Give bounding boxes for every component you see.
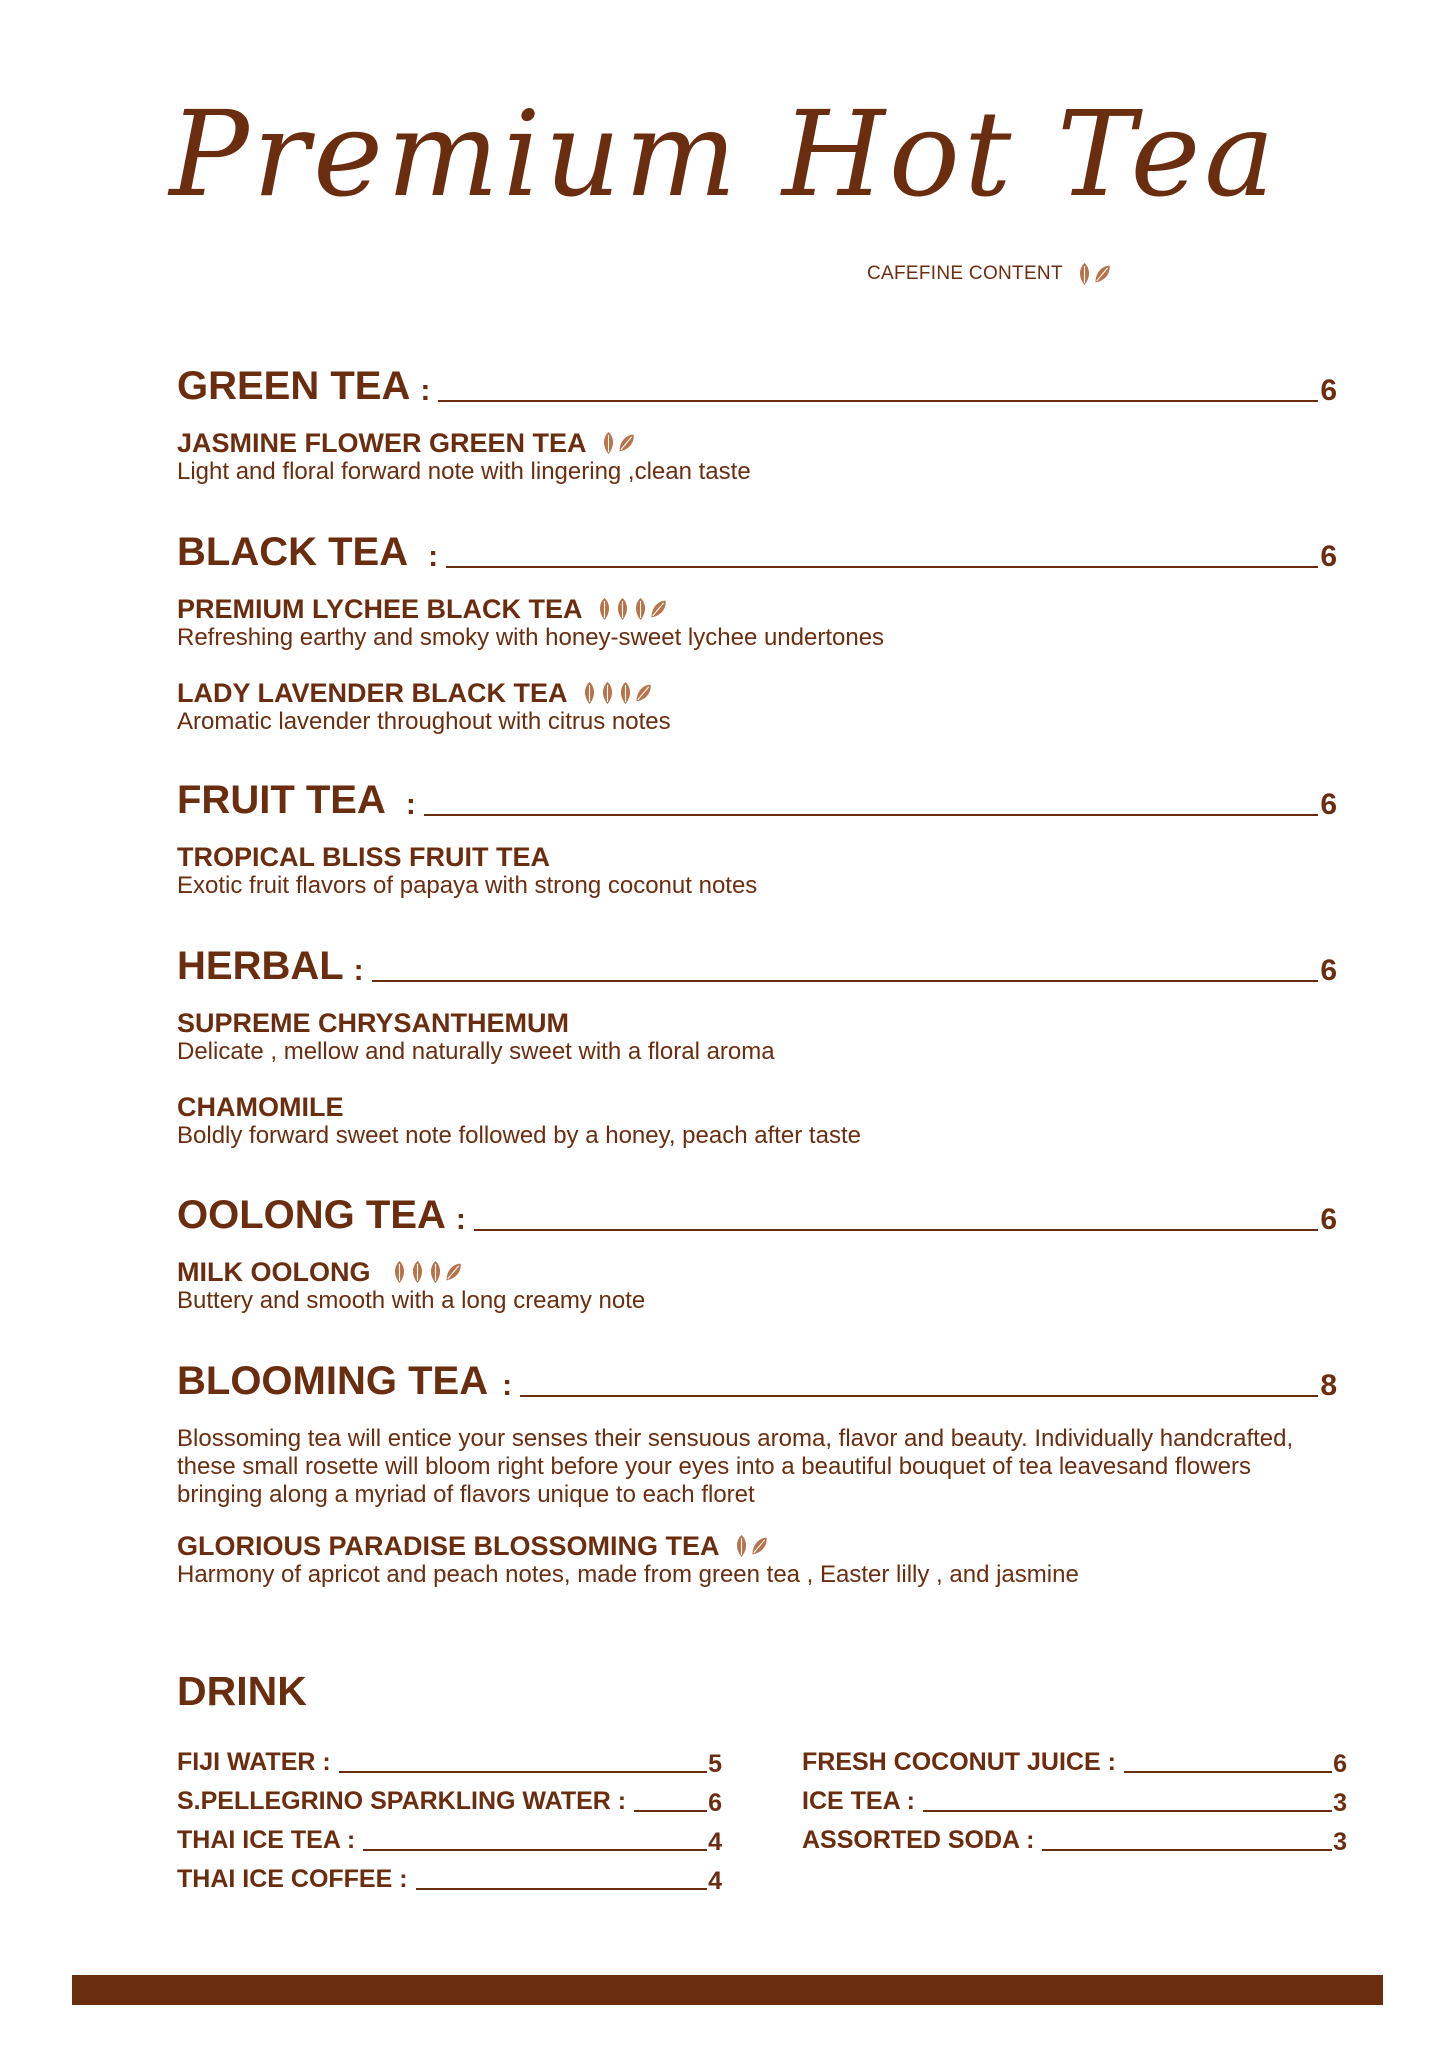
section-price: 6 xyxy=(1320,374,1337,407)
drink-list-left xyxy=(177,1738,722,1894)
drink-name: THAI ICE COFFEE : xyxy=(177,1865,408,1893)
caffeine-leaves xyxy=(597,597,666,621)
section-fruit-tea xyxy=(177,776,1337,900)
section-intro: Blossoming tea will entice your senses their sensuous aroma, flavor and beauty. Individually handcrafted, these small rosette will bloom right before your eyes into a beautiful bouquet of tea leavesand flowers bringing along a myriad of flavors unique to each floret xyxy=(177,1425,1294,1508)
item-name-text: GLORIOUS PARADISE BLOSSOMING TEA xyxy=(177,1531,720,1561)
item-description: Exotic fruit flavors of papaya with strong coconut notes xyxy=(177,872,758,899)
drink-name: FRESH COCONUT JUICE : xyxy=(802,1748,1116,1776)
drink-row xyxy=(802,1738,1347,1777)
section-title: OOLONG TEA xyxy=(177,1193,446,1237)
tea-leaf-icon xyxy=(618,681,633,705)
section-header xyxy=(177,1191,1337,1235)
menu-item xyxy=(177,1257,1337,1315)
leader-line xyxy=(1124,1771,1332,1773)
tea-leaf-icon xyxy=(1095,262,1110,286)
leader-line xyxy=(923,1810,1332,1812)
section-green-tea xyxy=(177,362,1337,486)
drink-price: 6 xyxy=(708,1789,722,1817)
tea-leaf-icon xyxy=(633,597,648,621)
menu-item xyxy=(177,1008,1337,1066)
caffeine-legend-leaves xyxy=(1077,262,1110,286)
tea-leaf-icon xyxy=(392,1260,407,1284)
drink-row xyxy=(177,1738,722,1777)
item-description: Refreshing earthy and smoky with honey-sweet lychee undertones xyxy=(177,624,885,651)
drink-name: FIJI WATER : xyxy=(177,1748,331,1776)
section-title: HERBAL xyxy=(177,944,344,988)
item-description: Light and floral forward note with lingering ,clean taste xyxy=(177,458,751,485)
section-price: 6 xyxy=(1320,954,1337,987)
item-name-text: CHAMOMILE xyxy=(177,1092,344,1122)
menu-item xyxy=(177,594,1337,652)
item-description: Boldly forward sweet note followed by a honey, peach after taste xyxy=(177,1122,861,1149)
leader-line xyxy=(446,566,1318,568)
caffeine-leaves xyxy=(392,1260,461,1284)
section-blooming-tea xyxy=(177,1357,1337,1589)
drink-price: 4 xyxy=(708,1867,722,1895)
menu-item xyxy=(177,678,1337,736)
section-herbal xyxy=(177,942,1337,1150)
menu-item xyxy=(177,842,1337,900)
item-name xyxy=(177,1257,1337,1287)
footer-bar xyxy=(72,1975,1383,2005)
item-name xyxy=(177,842,1337,872)
section-price: 6 xyxy=(1320,788,1337,821)
section-header xyxy=(177,528,1337,572)
tea-leaf-icon xyxy=(582,681,597,705)
section-title: BLOOMING TEA xyxy=(177,1359,489,1403)
tea-leaf-icon xyxy=(1077,262,1092,286)
tea-leaf-icon xyxy=(636,681,651,705)
section-title: GREEN TEA xyxy=(177,364,411,408)
drink-price: 6 xyxy=(1333,1750,1347,1778)
drink-row xyxy=(177,1855,722,1894)
section-black-tea xyxy=(177,528,1337,736)
section-header xyxy=(177,362,1337,406)
tea-leaf-icon xyxy=(428,1260,443,1284)
item-name-text: PREMIUM LYCHEE BLACK TEA xyxy=(177,594,583,624)
item-name xyxy=(177,594,1337,624)
drink-price: 3 xyxy=(1333,1789,1347,1817)
section-title: BLACK TEA xyxy=(177,530,409,574)
item-name-text: JASMINE FLOWER GREEN TEA xyxy=(177,428,587,458)
item-name xyxy=(177,1092,1337,1122)
caffeine-leaves xyxy=(601,431,634,455)
item-name-text: TROPICAL BLISS FRUIT TEA xyxy=(177,842,551,872)
section-header xyxy=(177,1357,1337,1401)
caffeine-leaves xyxy=(734,1534,767,1558)
leader-line xyxy=(339,1771,707,1773)
tea-leaf-icon xyxy=(410,1260,425,1284)
item-description: Delicate , mellow and naturally sweet with a floral aroma xyxy=(177,1038,775,1065)
leader-line xyxy=(1042,1849,1332,1851)
tea-leaf-icon xyxy=(600,681,615,705)
item-name xyxy=(177,1008,1337,1038)
leader-line xyxy=(520,1395,1318,1397)
section-colon: : xyxy=(428,540,439,573)
tea-leaf-icon xyxy=(597,597,612,621)
caffeine-legend-label: CAFEFINE CONTENT xyxy=(867,263,1063,284)
section-header xyxy=(177,942,1337,986)
drink-name: ASSORTED SODA : xyxy=(802,1826,1035,1854)
tea-leaf-icon xyxy=(615,597,630,621)
item-description: Harmony of apricot and peach notes, made from green tea , Easter lilly , and jasmine xyxy=(177,1561,1079,1588)
section-colon: : xyxy=(455,1203,466,1236)
drink-price: 5 xyxy=(708,1750,722,1778)
drink-section-title: DRINK xyxy=(177,1668,307,1714)
section-colon: : xyxy=(353,954,364,987)
section-price: 6 xyxy=(1320,540,1337,573)
leader-line xyxy=(474,1229,1318,1231)
menu-item xyxy=(177,428,1337,486)
menu-item xyxy=(177,1092,1337,1150)
menu-item xyxy=(177,1531,1337,1589)
section-title: FRUIT TEA xyxy=(177,778,386,822)
item-name xyxy=(177,428,1337,458)
section-price: 8 xyxy=(1320,1369,1337,1402)
item-name-text: LADY LAVENDER BLACK TEA xyxy=(177,678,568,708)
menu-title: Premium Hot Tea xyxy=(169,85,1279,223)
drink-name: THAI ICE TEA : xyxy=(177,1826,356,1854)
item-name-text: MILK OOLONG xyxy=(177,1257,371,1287)
item-name-text: SUPREME CHRYSANTHEMUM xyxy=(177,1008,570,1038)
tea-leaf-icon xyxy=(734,1534,749,1558)
drink-row xyxy=(177,1777,722,1816)
item-description: Aromatic lavender throughout with citrus notes xyxy=(177,708,671,735)
leader-line xyxy=(363,1849,707,1851)
section-colon: : xyxy=(502,1369,513,1402)
tea-leaf-icon xyxy=(601,431,616,455)
item-name xyxy=(177,1531,1337,1561)
item-name xyxy=(177,678,1337,708)
tea-leaf-icon xyxy=(752,1534,767,1558)
drink-row xyxy=(802,1816,1347,1855)
tea-leaf-icon xyxy=(446,1260,461,1284)
drink-name: ICE TEA : xyxy=(802,1787,915,1815)
section-colon: : xyxy=(405,788,416,821)
section-header xyxy=(177,776,1337,820)
leader-line xyxy=(424,814,1318,816)
leader-line xyxy=(416,1888,708,1890)
caffeine-legend xyxy=(867,262,1110,286)
leader-line xyxy=(372,980,1319,982)
drink-price: 4 xyxy=(708,1828,722,1856)
drink-price: 3 xyxy=(1333,1828,1347,1856)
caffeine-leaves xyxy=(582,681,651,705)
section-price: 6 xyxy=(1320,1203,1337,1236)
item-description: Buttery and smooth with a long creamy note xyxy=(177,1287,646,1314)
leader-line xyxy=(634,1810,707,1812)
tea-leaf-icon xyxy=(619,431,634,455)
drink-name: S.PELLEGRINO SPARKLING WATER : xyxy=(177,1787,627,1815)
drink-row xyxy=(802,1777,1347,1816)
leader-line xyxy=(438,400,1318,402)
drink-list-right xyxy=(802,1738,1347,1855)
drink-row xyxy=(177,1816,722,1855)
tea-leaf-icon xyxy=(651,597,666,621)
section-colon: : xyxy=(420,374,431,407)
section-oolong-tea xyxy=(177,1191,1337,1315)
